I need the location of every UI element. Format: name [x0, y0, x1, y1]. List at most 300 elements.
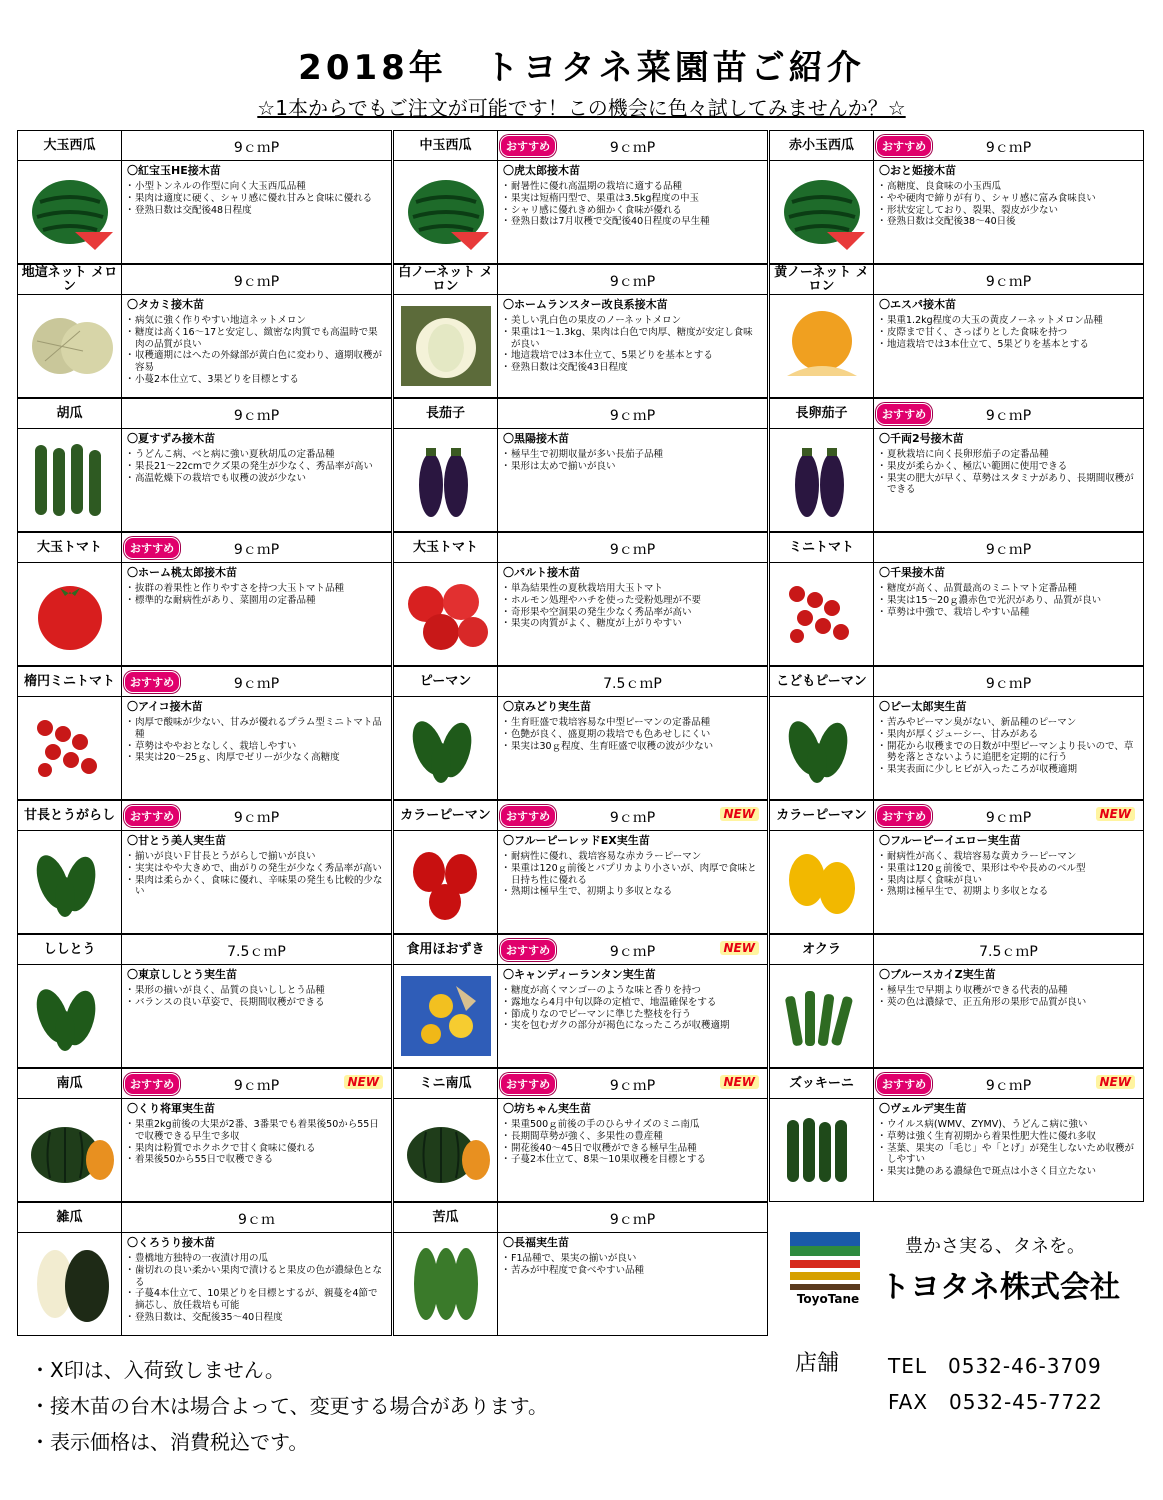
feature-list — [503, 1119, 762, 1167]
recommend-badge: おすすめ — [124, 805, 180, 827]
variety-name: 〇パルト接木苗 — [503, 566, 580, 579]
zucchini-image — [770, 1099, 874, 1201]
feature-list — [127, 315, 386, 386]
feature-item: ・ 草勢は中強で、栽培しやすい品種 — [879, 607, 1138, 619]
price: 9ｃｍP — [233, 140, 280, 156]
price: 7.5ｃｍP — [603, 676, 662, 692]
feature-list — [127, 181, 386, 217]
product-cell — [17, 666, 392, 800]
minitomato-image — [770, 563, 874, 665]
variety-name: 〇千両2号接木苗 — [879, 432, 964, 445]
price: 9ｃｍP — [985, 274, 1032, 290]
price-bar — [874, 533, 1143, 563]
price: 9ｃｍP — [985, 140, 1032, 156]
product-cell — [17, 264, 392, 398]
variety-name: 〇京みどり実生苗 — [503, 700, 591, 713]
recommend-badge: おすすめ — [124, 537, 180, 559]
feature-item: ・ 果肉は厚く食味が良い — [879, 875, 1138, 887]
product-cell — [769, 666, 1144, 800]
price: 9ｃｍ — [238, 1212, 275, 1228]
feature-item: ・ 美しい乳白色の果皮のノーネットメロン — [503, 315, 762, 327]
redpepper-image — [394, 831, 498, 933]
price-bar — [122, 265, 391, 295]
variety-name: 〇フルーピーイエロー実生苗 — [879, 834, 1021, 847]
new-badge: NEW — [720, 941, 759, 955]
crop-name: 長茄子 — [394, 399, 498, 429]
variety-name: 〇長福実生苗 — [503, 1236, 569, 1249]
new-badge: NEW — [720, 807, 759, 821]
feature-item: ・ 草勢はややおとなしく、栽培しやすい — [127, 741, 386, 753]
recommend-badge: おすすめ — [876, 403, 932, 425]
feature-item: ・ 夏秋栽培に向く長卵形茄子の定番品種 — [879, 449, 1138, 461]
feature-item: ・ 糖度は高く16～17と安定し、緻密な肉質でも高温時で果肉の品質が良い — [127, 327, 386, 351]
product-details — [122, 965, 391, 1067]
feature-item: ・ 着果後50から55日で収穫できる — [127, 1154, 386, 1166]
crop-name: 食用ほおずき — [394, 935, 498, 965]
new-badge: NEW — [1096, 807, 1135, 821]
recommend-badge: おすすめ — [124, 671, 180, 693]
feature-item: ・ 高糖度、良食味の小玉西瓜 — [879, 181, 1138, 193]
crop-name: ミニトマト — [770, 533, 874, 563]
feature-item: ・ 登熟日数は、交配後35～40日程度 — [127, 1312, 386, 1324]
feature-list — [879, 851, 1138, 899]
feature-item: ・ 豊橋地方独特の一夜漬け用の瓜 — [127, 1253, 386, 1265]
product-cell — [769, 130, 1144, 264]
crop-name: カラーピーマン — [394, 801, 498, 831]
feature-item: ・ 子蔓4本仕立て、10果どりを目標とするが、親蔓を4節で摘芯し、放任栽培も可能 — [127, 1288, 386, 1312]
feature-list — [879, 583, 1138, 619]
variety-name: 〇エスパ接木苗 — [879, 298, 956, 311]
price: 9ｃｍP — [609, 140, 656, 156]
product-details — [874, 563, 1143, 665]
feature-item: ・ 地這栽培では3本仕立て、5果どりを基本とする — [503, 350, 762, 362]
eggplant-image — [770, 429, 874, 531]
price-bar — [498, 399, 767, 429]
product-details — [122, 697, 391, 799]
feature-item: ・ うどんこ病、べと病に強い夏秋胡瓜の定番品種 — [127, 449, 386, 461]
feature-item: ・ 極早生で初期収量が多い長茄子品種 — [503, 449, 762, 461]
feature-item: ・ 果肉は適度に硬く、シャリ感に優れ甘みと食味に優れる — [127, 193, 386, 205]
variety-name: 〇ピー太郎実生苗 — [879, 700, 967, 713]
feature-item: ・ 果実の肥大が早く、草勢はスタミナがあり、長期間収穫ができる — [879, 473, 1138, 497]
product-cell — [17, 532, 392, 666]
product-cell — [769, 532, 1144, 666]
crop-name: 地這ネット メロン — [18, 265, 122, 295]
feature-list — [503, 851, 762, 899]
feature-item: ・ 草勢は強く生育初期から着果性肥大性に優れ多収 — [879, 1131, 1138, 1143]
recommend-badge: おすすめ — [876, 1073, 932, 1095]
feature-item: ・ 長期間草勢が強く、多果性の豊産種 — [503, 1131, 762, 1143]
recommend-badge: おすすめ — [500, 939, 556, 961]
variety-name: 〇黒陽接木苗 — [503, 432, 569, 445]
page-title: 2018年 トヨタネ菜園苗ご紹介 — [298, 48, 865, 88]
feature-item: ・ 苦みが中程度で食べやすい品種 — [503, 1265, 762, 1277]
feature-item: ・ 果重1.2kg程度の大玉の黄皮ノーネットメロン品種 — [879, 315, 1138, 327]
recommend-badge: おすすめ — [500, 135, 556, 157]
blackmelon-image — [18, 1233, 122, 1335]
price-bar — [498, 1203, 767, 1233]
feature-list — [879, 1119, 1138, 1178]
feature-item: ・ 熟期は極早生で、初期より多収となる — [879, 886, 1138, 898]
feature-item: ・ 果実は短楕円型で、果重は3.5kg程度の中玉 — [503, 193, 762, 205]
product-cell — [769, 934, 1144, 1068]
feature-item: ・ 生育旺盛で栽培容易な中型ピーマンの定番品種 — [503, 717, 762, 729]
feature-item: ・ 登熟日数は交配後48日程度 — [127, 205, 386, 217]
price: 9ｃｍP — [609, 1078, 656, 1094]
yellowmelon-image — [770, 295, 874, 397]
feature-item: ・ ホルモン処理やハチを使った受粉処理が不要 — [503, 595, 762, 607]
crop-name: オクラ — [770, 935, 874, 965]
price-bar — [874, 1069, 1143, 1099]
feature-item: ・ 形状安定しており、裂果、裂皮が少ない — [879, 205, 1138, 217]
feature-item: ・ 色艶が良く、盛夏期の栽培でも色あせしにくい — [503, 729, 762, 741]
price-bar — [122, 801, 391, 831]
feature-item: ・ 耐暑性に優れ高温期の栽培に適する品種 — [503, 181, 762, 193]
notes — [30, 1352, 548, 1460]
price: 7.5ｃｍP — [979, 944, 1038, 960]
price: 9ｃｍP — [985, 810, 1032, 826]
feature-list — [879, 315, 1138, 351]
product-details — [122, 429, 391, 531]
recommend-badge: おすすめ — [876, 805, 932, 827]
watermelon-image — [394, 161, 498, 263]
product-details — [498, 161, 767, 263]
feature-item: ・ シャリ感に優れきめ細かく食味が優れる — [503, 205, 762, 217]
variety-name: 〇東京ししとう実生苗 — [127, 968, 237, 981]
price: 9ｃｍP — [233, 810, 280, 826]
product-details — [122, 1099, 391, 1201]
feature-item: ・ 皮際まで甘く、さっぱりとした食味を持つ — [879, 327, 1138, 339]
feature-item: ・ 茎葉、果実の「毛じ」や「とげ」が発生しないため収穫がしやすい — [879, 1143, 1138, 1167]
product-details — [498, 1233, 767, 1335]
feature-item: ・ ウイルス病(WMV、ZYMV)、うどんこ病に強い — [879, 1119, 1138, 1131]
recommend-badge: おすすめ — [124, 1073, 180, 1095]
product-details — [498, 831, 767, 933]
variety-name: 〇くり将軍実生苗 — [127, 1102, 215, 1115]
product-cell — [17, 1202, 392, 1336]
crop-name: 長卵茄子 — [770, 399, 874, 429]
variety-name: 〇アイコ接木苗 — [127, 700, 203, 713]
greenpepper-image — [18, 831, 122, 933]
feature-list — [127, 717, 386, 765]
variety-name: 〇虎太郎接木苗 — [503, 164, 580, 177]
feature-item: ・ F1品種で、果実の揃いが良い — [503, 1253, 762, 1265]
price-bar — [122, 935, 391, 965]
price-bar — [122, 533, 391, 563]
feature-list — [503, 315, 762, 374]
crop-name: 赤小玉西瓜 — [770, 131, 874, 161]
product-cell — [393, 666, 768, 800]
price-bar — [498, 265, 767, 295]
price-bar — [122, 399, 391, 429]
price-bar — [122, 131, 391, 161]
price: 9ｃｍP — [233, 1078, 280, 1094]
crop-name: ミニ南瓜 — [394, 1069, 498, 1099]
feature-item: ・ 果実の肉質がよく、糖度が上がりやすい — [503, 618, 762, 630]
product-details — [874, 1099, 1143, 1201]
price-bar — [874, 399, 1143, 429]
feature-item: ・ 単為結果性の夏秋栽培用大玉トマト — [503, 583, 762, 595]
variety-name: 〇千果接木苗 — [879, 566, 945, 579]
variety-name: 〇ヴェルデ実生苗 — [879, 1102, 967, 1115]
feature-list — [127, 1253, 386, 1324]
feature-item: ・ 果実は艶のある濃緑色で斑点は小さく目立たない — [879, 1166, 1138, 1178]
crop-name: 中玉西瓜 — [394, 131, 498, 161]
note-item: ・X印は、入荷致しません。 — [30, 1358, 285, 1382]
variety-name: 〇夏すずみ接木苗 — [127, 432, 216, 445]
feature-item: ・ 肉厚で酸味が少ない、甘みが優れるプラム型ミニトマト品種 — [127, 717, 386, 741]
crop-name: 南瓜 — [18, 1069, 122, 1099]
price: 9ｃｍP — [233, 676, 280, 692]
fax-number: FAX 0532-45-7722 — [888, 1390, 1103, 1414]
watermelon-image — [18, 161, 122, 263]
product-cell — [769, 800, 1144, 934]
feature-item: ・ 耐病性に優れ、栽培容易な赤カラーピーマン — [503, 851, 762, 863]
feature-item: ・ 果重2kg前後の大果が2番、3番果でも着果後50から55日で収穫できる早生で多収 — [127, 1119, 386, 1143]
crop-name: こどもピーマン — [770, 667, 874, 697]
price-bar — [498, 935, 767, 965]
product-details — [122, 563, 391, 665]
note-item: ・表示価格は、消費税込です。 — [30, 1430, 309, 1454]
whitemelon-image — [394, 295, 498, 397]
product-cell — [393, 532, 768, 666]
watermelon-image — [770, 161, 874, 263]
variety-name: 〇おと姫接木苗 — [879, 164, 956, 177]
feature-item: ・ 果皮が柔らかく、極広い範囲に使用できる — [879, 461, 1138, 473]
product-cell — [393, 1068, 768, 1202]
product-cell — [769, 264, 1144, 398]
feature-item: ・ 果肉は粉質でホクホクで甘く食味に優れる — [127, 1143, 386, 1155]
feature-item: ・ 露地なら4月中旬以降の定植で、地温確保をする — [503, 997, 762, 1009]
product-details — [498, 1099, 767, 1201]
product-cell — [17, 130, 392, 264]
product-details — [498, 965, 767, 1067]
price: 9ｃｍP — [609, 1212, 656, 1228]
price: 9ｃｍP — [609, 944, 656, 960]
product-cell — [393, 130, 768, 264]
feature-item: ・ 病気に強く作りやすい地這ネットメロン — [127, 315, 386, 327]
feature-item: ・ 糖度が高く、品質最高のミニトマト定番品種 — [879, 583, 1138, 595]
feature-list — [503, 717, 762, 753]
crop-name: 白ノーネット メロン — [394, 265, 498, 295]
crop-name: 雑瓜 — [18, 1203, 122, 1233]
price: 9ｃｍP — [985, 408, 1032, 424]
price-bar — [498, 801, 767, 831]
feature-item: ・ 歯切れの良い柔かい果肉で漬けると果皮の色が濃緑色となる — [127, 1265, 386, 1289]
feature-item: ・ 果形は太めで揃いが良い — [503, 461, 762, 473]
crop-name: 甘長とうがらし — [18, 801, 122, 831]
product-grid — [17, 130, 1144, 1342]
product-details — [498, 697, 767, 799]
logo-company: トヨタネ株式会社 — [880, 1270, 1120, 1305]
recommend-badge: おすすめ — [500, 805, 556, 827]
crop-name: 大玉トマト — [394, 533, 498, 563]
feature-item: ・ 小型トンネルの作型に向く大玉西瓜品種 — [127, 181, 386, 193]
feature-item: ・ 実実はやや大きめで、曲がりの発生が少なく秀品率が高い — [127, 863, 386, 875]
feature-item: ・ 熟期は極早生で、初期より多収となる — [503, 886, 762, 898]
yellowpepper-image — [770, 831, 874, 933]
variety-name: 〇くろうり接木苗 — [127, 1236, 215, 1249]
variety-name: 〇紅宝玉HE接木苗 — [127, 164, 221, 177]
product-cell — [769, 1068, 1144, 1202]
feature-item: ・ 果実は15～20ｇ濃赤色で光沢があり、品質が良い — [879, 595, 1138, 607]
feature-list — [503, 583, 762, 631]
product-details — [122, 1233, 391, 1335]
price: 7.5ｃｍP — [227, 944, 286, 960]
crop-name: ししとう — [18, 935, 122, 965]
crop-name: ピーマン — [394, 667, 498, 697]
feature-item: ・ やや硬肉で締りが有り、シャリ感に富み食味良い — [879, 193, 1138, 205]
greenpepper-image — [394, 697, 498, 799]
price-bar — [874, 935, 1143, 965]
product-cell — [17, 1068, 392, 1202]
bittermelon-image — [394, 1233, 498, 1335]
price-bar — [498, 1069, 767, 1099]
product-details — [874, 831, 1143, 933]
product-details — [874, 429, 1143, 531]
logo-brand: ToyoTane — [796, 1292, 860, 1306]
variety-name: 〇フルーピーレッドEX実生苗 — [503, 834, 650, 847]
price-bar — [122, 1203, 391, 1233]
feature-item: ・ 果肉が厚くジューシー、甘みがある — [879, 729, 1138, 741]
product-cell — [17, 398, 392, 532]
product-details — [498, 563, 767, 665]
variety-name: 〇ホーム桃太郎接木苗 — [127, 566, 237, 579]
tomato-image — [18, 563, 122, 665]
crop-name: 胡瓜 — [18, 399, 122, 429]
cucumber-image — [18, 429, 122, 531]
feature-item: ・ 高温乾燥下の栽培でも収穫の波が少ない — [127, 473, 386, 485]
price-bar — [122, 667, 391, 697]
price: 9ｃｍP — [233, 408, 280, 424]
product-cell — [393, 1202, 768, 1336]
feature-item: ・ 子蔓2本仕立て、8果～10果収穫を目標とする — [503, 1154, 762, 1166]
melon-image — [18, 295, 122, 397]
feature-item: ・ 登熟日数は交配後38～40日後 — [879, 216, 1138, 228]
logo-tagline: 豊かさ実る、タネを。 — [905, 1236, 1085, 1257]
price: 9ｃｍP — [233, 274, 280, 290]
price: 9ｃｍP — [609, 408, 656, 424]
feature-list — [503, 449, 762, 473]
feature-list — [127, 449, 386, 485]
feature-item: ・ 標準的な耐病性があり、菜園用の定番品種 — [127, 595, 386, 607]
variety-name: 〇ホームランスター改良系接木苗 — [503, 298, 668, 311]
feature-item: ・ バランスの良い草姿で、長期間収穫ができる — [127, 997, 386, 1009]
feature-item: ・ 果長21～22cmでクズ果の発生が少なく、秀品率が高い — [127, 461, 386, 473]
product-details — [498, 295, 767, 397]
price: 9ｃｍP — [985, 676, 1032, 692]
feature-item: ・ 揃いが良いＦ甘長とうがらしで揃いが良い — [127, 851, 386, 863]
product-cell — [393, 800, 768, 934]
product-cell — [769, 398, 1144, 532]
product-details — [874, 295, 1143, 397]
price: 9ｃｍP — [609, 542, 656, 558]
crop-name: 楕円ミニトマト — [18, 667, 122, 697]
feature-item: ・ 果実は30ｇ程度、生育旺盛で収穫の波が少ない — [503, 741, 762, 753]
greenpepper-image — [770, 697, 874, 799]
feature-item: ・ 開花後40～45日で収穫ができる極早生品種 — [503, 1143, 762, 1155]
price: 9ｃｍP — [609, 274, 656, 290]
recommend-badge: おすすめ — [500, 1073, 556, 1095]
recommend-badge: おすすめ — [876, 135, 932, 157]
product-details — [874, 697, 1143, 799]
feature-item: ・ 果実表面に少しヒビが入ったころが収穫適期 — [879, 764, 1138, 776]
feature-item: ・ 抜群の着果性と作りやすさを持つ大玉トマト品種 — [127, 583, 386, 595]
variety-name: 〇甘とう美人実生苗 — [127, 834, 226, 847]
crop-name: カラーピーマン — [770, 801, 874, 831]
feature-item: ・ 開花から収穫までの日数が中型ピーマンより長いので、草勢を落とさないように追肥を定期的に行う — [879, 741, 1138, 765]
feature-item: ・ 糖度が高くマンゴーのような味と香りを持つ — [503, 985, 762, 997]
note-item: ・接木苗の台木は場合よって、変更する場合があります。 — [30, 1394, 548, 1418]
tel-number: TEL 0532-46-3709 — [888, 1354, 1102, 1378]
product-details — [874, 965, 1143, 1067]
page-subtitle: ☆1本からでもご注文が可能です！この機会に色々試してみませんか？☆ — [257, 96, 906, 120]
new-badge: NEW — [1096, 1075, 1135, 1089]
variety-name: 〇坊ちゃん実生苗 — [503, 1102, 591, 1115]
price: 9ｃｍP — [985, 542, 1032, 558]
price-bar — [874, 265, 1143, 295]
feature-list — [879, 449, 1138, 497]
product-cell — [393, 398, 768, 532]
crop-name: 黄ノーネット メロン — [770, 265, 874, 295]
price-bar — [874, 131, 1143, 161]
price-bar — [498, 533, 767, 563]
feature-item: ・ 果重は120ｇ前後とパプリカより小さいが、肉厚で食味と日持ち性に優れる — [503, 863, 762, 887]
product-details — [122, 161, 391, 263]
feature-list — [879, 717, 1138, 776]
feature-item: ・ 地這栽培では3本仕立て、5果どりを基本とする — [879, 339, 1138, 351]
product-details — [122, 295, 391, 397]
feature-list — [879, 181, 1138, 229]
product-cell — [17, 800, 392, 934]
variety-name: 〇キャンディーランタン実生苗 — [503, 968, 656, 981]
pumpkin-image — [394, 1099, 498, 1201]
price: 9ｃｍP — [985, 1078, 1032, 1094]
feature-item: ・ 節成りなのでピーマンに準じた整枝を行う — [503, 1009, 762, 1021]
price-bar — [874, 801, 1143, 831]
pumpkin-image — [18, 1099, 122, 1201]
feature-item: ・ 収穫適期にはへたの外縁部が黄白色に変わり、適期収穫が容易 — [127, 350, 386, 374]
crop-name: ズッキーニ — [770, 1069, 874, 1099]
feature-item: ・ 登熟日数は交配後43日程度 — [503, 362, 762, 374]
product-cell — [393, 934, 768, 1068]
tomatoes-image — [394, 563, 498, 665]
feature-item: ・ 極早生で早期より収穫ができる代表的品種 — [879, 985, 1138, 997]
feature-list — [503, 985, 762, 1033]
variety-name: 〇ブルースカイZ実生苗 — [879, 968, 996, 981]
feature-item: ・ 果重は1～1.3kg、果肉は白色で肉厚、糖度が安定し食味が良い — [503, 327, 762, 351]
okra-image — [770, 965, 874, 1067]
store-label: 店舗 — [795, 1351, 840, 1376]
product-details — [498, 429, 767, 531]
feature-list — [127, 1119, 386, 1167]
feature-item: ・ 苦みやピーマン臭がない、新品種のピーマン — [879, 717, 1138, 729]
feature-item: ・ 果実は20～25ｇ、肉厚でゼリーが少なく高糖度 — [127, 752, 386, 764]
company-logo — [785, 1222, 1135, 1322]
price-bar — [122, 1069, 391, 1099]
product-details — [874, 161, 1143, 263]
eggplant-image — [394, 429, 498, 531]
feature-list — [127, 985, 386, 1009]
feature-item: ・ 耐病性が高く、栽培容易な黄カラーピーマン — [879, 851, 1138, 863]
crop-name: 大玉トマト — [18, 533, 122, 563]
feature-item: ・ 登熟日数は7月収穫で交配後40日程度の早生種 — [503, 216, 762, 228]
new-badge: NEW — [344, 1075, 383, 1089]
feature-item: ・ 奇形果や空洞果の発生少なく秀品率が高い — [503, 607, 762, 619]
feature-item: ・ 莢の色は濃緑で、正五角形の果形で品質が良い — [879, 997, 1138, 1009]
product-details — [122, 831, 391, 933]
feature-item: ・ 果重500ｇ前後の手のひらサイズのミニ南瓜 — [503, 1119, 762, 1131]
